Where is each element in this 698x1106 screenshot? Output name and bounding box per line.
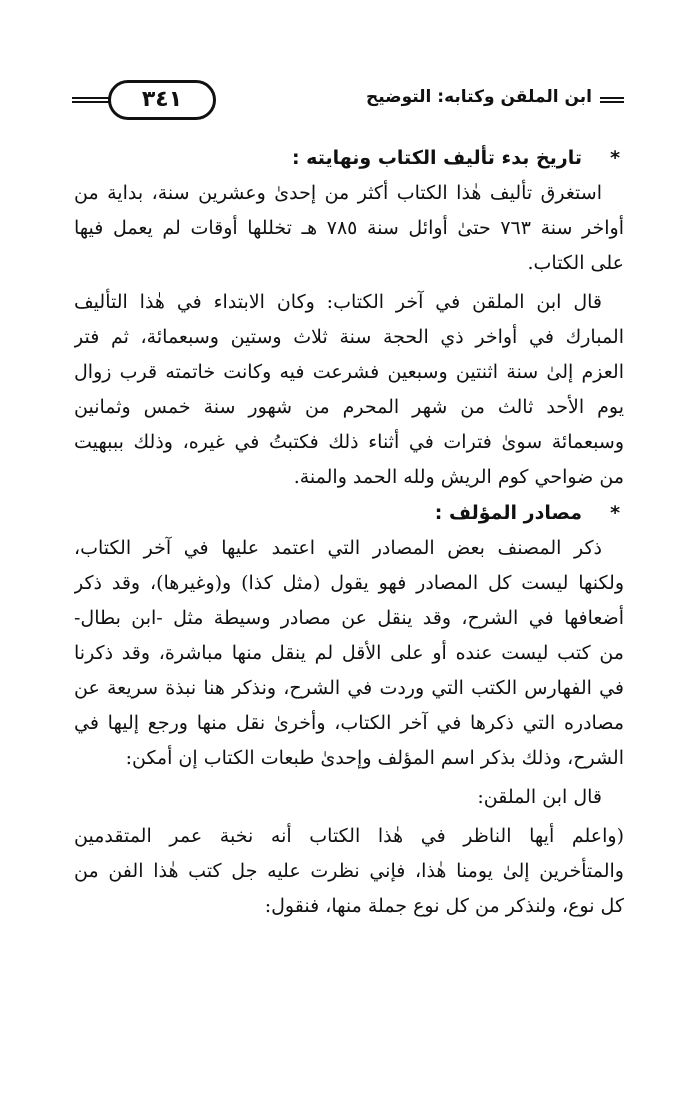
page-number: ٣٤١: [108, 80, 216, 120]
paragraph: [74, 531, 624, 776]
text-line: المبارك في أواخر ذي الحجة سنة ثلاث وستين وسبعمائة، ثم فتر: [74, 326, 624, 348]
text-line: الشرح، وذلك بذكر اسم المؤلف وإحدىٰ طبعات الكتاب إن أمكن:: [125, 747, 624, 769]
section-heading: [74, 140, 624, 176]
quotation: [74, 819, 624, 924]
header-rule-left: [72, 97, 110, 103]
paragraph: [74, 176, 624, 281]
paragraph: [74, 780, 624, 815]
header-rule-right: [600, 97, 624, 103]
asterisk-marker: *: [610, 502, 620, 524]
asterisk-marker: *: [610, 147, 620, 169]
text-line: من كتب ليست عنده أو على الأقل لم ينقل منها مباشرة، وقد ذكرنا: [74, 642, 624, 664]
text-line: كل نوع، ولنذكر من كل نوع جملة منها، فنقول:: [264, 895, 624, 917]
text-line: قال ابن الملقن:: [477, 786, 602, 808]
text-line: أضعافها في الشرح، وقد ينقل عن مصادر وسيطة مثل -ابن بطال-: [74, 607, 624, 629]
heading-text: مصادر المؤلف :: [434, 502, 582, 524]
paragraph: [74, 285, 624, 495]
text-line: مصادره التي ذكرها في آخر الكتاب، وأخرىٰ نقل منها ورجع إليها في: [74, 712, 624, 734]
text-line: أواخر سنة ٧٦٣ حتىٰ أوائل سنة ٧٨٥ هـ تخللها أوقات لم يعمل فيها: [74, 217, 624, 239]
page-body: [74, 140, 624, 924]
text-line: (واعلم أيها الناظر في هٰذا الكتاب أنه نخبة عمر المتقدمين: [74, 825, 624, 847]
text-line: ذكر المصنف بعض المصادر التي اعتمد عليها في آخر الكتاب،: [74, 537, 602, 559]
running-title: ابن الملقن وكتابه: التوضيح: [365, 87, 592, 107]
section-heading: [74, 495, 624, 531]
text-line: العزم إلىٰ سنة اثنتين وسبعين فشرعت فيه وكانت خاتمته قرب زوال: [74, 361, 624, 383]
text-line: ولكنها ليست كل المصادر فهو يقول (مثل كذا) و(وغيرها)، وقد ذكر: [74, 572, 624, 594]
text-line: وسبعمائة سوىٰ فترات في أثناء ذلك فكتبتُ في غيره، وذلك بببهيت: [74, 431, 624, 453]
text-line: والمتأخرين إلىٰ يومنا هٰذا، فإني نظرت عليه جل كتب هٰذا الفن من: [74, 860, 624, 882]
text-line: في الفهارس الكتب التي وردت في الشرح، ونذكر هنا نبذة سريعة عن: [74, 677, 624, 699]
text-line: من ضواحي كوم الريش ولله الحمد والمنة.: [293, 466, 624, 488]
text-line: استغرق تأليف هٰذا الكتاب أكثر من إحدىٰ وعشرين سنة، بداية من: [74, 182, 602, 204]
page-header: [72, 76, 624, 124]
text-line: قال ابن الملقن في آخر الكتاب: وكان الابتداء في هٰذا التأليف: [74, 291, 602, 313]
heading-text: تاريخ بدء تأليف الكتاب ونهايته :: [291, 147, 582, 169]
text-line: يوم الأحد ثالث من شهر المحرم من شهور سنة خمس وثمانين: [74, 396, 624, 418]
text-line: على الكتاب.: [527, 252, 624, 274]
